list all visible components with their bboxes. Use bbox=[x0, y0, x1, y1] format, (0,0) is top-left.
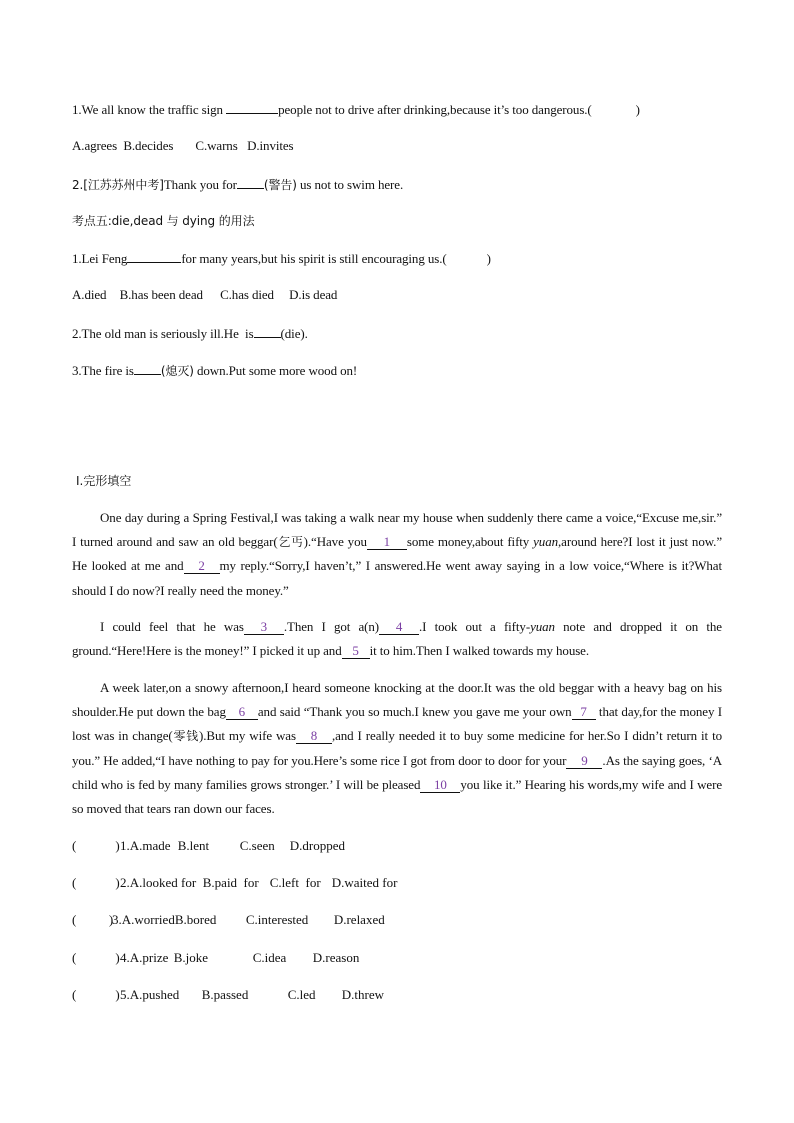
answer-paren: ( ) bbox=[72, 987, 120, 1002]
cloze-option-row-5 bbox=[72, 987, 722, 1003]
question-text: 1.We all know the traffic sign bbox=[72, 102, 223, 117]
question-die-1-options bbox=[72, 287, 722, 303]
option-a: A.died bbox=[72, 287, 107, 302]
options-text: A.agrees B.decides C.warns D.invites bbox=[72, 138, 294, 153]
option-b: B.lent bbox=[177, 838, 210, 853]
option-number: 3. bbox=[112, 912, 122, 927]
cloze-blank-2: 2 bbox=[184, 559, 220, 574]
answer-blank bbox=[254, 325, 281, 338]
answer-blank bbox=[226, 101, 278, 114]
answer-paren: ( ) bbox=[72, 950, 120, 965]
cloze-blank-5: 5 bbox=[342, 644, 370, 659]
option-a: A.pushed bbox=[129, 987, 180, 1002]
answer-paren: ( ) bbox=[72, 912, 114, 927]
option-a: A.prize bbox=[129, 950, 169, 965]
option-b: B.bored bbox=[174, 912, 217, 927]
point5-heading bbox=[72, 213, 722, 229]
cloze-option-row-3 bbox=[72, 912, 722, 928]
answer-blank bbox=[127, 250, 181, 263]
question-text: 1.Lei Feng bbox=[72, 251, 128, 266]
option-number: 1. bbox=[120, 838, 130, 853]
cloze-option-row-1 bbox=[72, 838, 722, 854]
question-warn-1-options bbox=[72, 138, 722, 154]
paren-close: ) bbox=[486, 251, 491, 266]
cloze-title: Ⅰ.完形填空 bbox=[76, 474, 132, 488]
question-text: down.Put some more wood on! bbox=[193, 363, 358, 378]
question-text: 3.The fire is bbox=[72, 363, 134, 378]
answer-blank bbox=[237, 176, 264, 189]
option-b: B.joke bbox=[173, 950, 209, 965]
answer-paren: ( ) bbox=[72, 838, 120, 853]
answer-paren: ( ) bbox=[72, 875, 120, 890]
option-d: D.reason bbox=[312, 950, 360, 965]
option-c: C.idea bbox=[252, 950, 287, 965]
question-die-1 bbox=[72, 250, 722, 267]
option-number: 5. bbox=[120, 987, 130, 1002]
option-a: A.looked for bbox=[129, 875, 197, 890]
option-d: D.threw bbox=[341, 987, 384, 1002]
question-text: for many years,but his spirit is still encouraging us.( bbox=[181, 251, 447, 266]
question-warn-1 bbox=[72, 101, 722, 118]
option-a: A.made bbox=[129, 838, 171, 853]
hint-text: (熄灭) bbox=[160, 364, 194, 378]
cloze-blank-9: 9 bbox=[566, 754, 602, 769]
option-d: D.is dead bbox=[289, 287, 338, 302]
hint-text: (警告) bbox=[263, 178, 297, 192]
cloze-paragraph-3: A week later,on a snowy afternoon,I heard someone knocking at the door.It was the old beggar with a heavy bag on his shoulder.He put down the bag 6 and said “Thank you so much.I knew you gave me your own 7 that day,for the money I lost was in change(零钱).But my wife was 8 ,and I really needed it to buy some medicine for her.So I didn’t return it to you.” He added,“I have nothing to pay for you.Here’s some rice I got from door to door for your 9 .As the saying goes, ‘A child who is fed by many families grows stronger.’ I will be pleased 10 you like it.” Hearing his words,my wife and I were so moved that tears ran down our faces. bbox=[72, 680, 723, 817]
cloze-option-row-4 bbox=[72, 950, 722, 966]
question-text: (die). bbox=[280, 326, 308, 341]
answer-blank bbox=[134, 362, 161, 375]
cloze-blank-8: 8 bbox=[296, 729, 332, 744]
option-c: C.has died bbox=[220, 287, 274, 302]
question-die-3 bbox=[72, 362, 722, 379]
option-b: B.passed bbox=[201, 987, 249, 1002]
question-text: people not to drive after drinking,because it’s too dangerous.( bbox=[278, 102, 592, 117]
paren-close: ) bbox=[635, 102, 640, 117]
heading-text: 考点五:die,dead 与 dying 的用法 bbox=[72, 214, 255, 228]
cloze-option-row-2 bbox=[72, 875, 722, 891]
cloze-blank-6: 6 bbox=[226, 705, 258, 720]
question-text: us not to swim here. bbox=[296, 177, 404, 192]
cloze-blank-4: 4 bbox=[379, 620, 419, 635]
cloze-blank-7: 7 bbox=[572, 705, 596, 720]
option-c: C.seen bbox=[239, 838, 275, 853]
option-c: C.led bbox=[287, 987, 316, 1002]
question-die-2 bbox=[72, 325, 722, 342]
option-d: D.dropped bbox=[289, 838, 345, 853]
cloze-paragraph-2: I could feel that he was 3 .Then I got a(n) 4 .I took out a fifty-yuan note and dropped it on the ground.“Here!Here is the money!” I picked it up and 5 it to him.Then I walked towards my house. bbox=[72, 619, 722, 659]
option-d: D.relaxed bbox=[333, 912, 385, 927]
option-b: B.paid for bbox=[202, 875, 259, 890]
option-number: 2. bbox=[120, 875, 130, 890]
option-c: C.left for bbox=[269, 875, 321, 890]
option-b: B.has been dead bbox=[119, 287, 203, 302]
option-a: A.worried bbox=[121, 912, 175, 927]
question-text: 2.The old man is seriously ill.He is bbox=[72, 326, 254, 341]
source-tag: 2.[江苏苏州中考] bbox=[72, 178, 164, 192]
question-text: Thank you for bbox=[163, 177, 237, 192]
cloze-blank-10: 10 bbox=[420, 778, 460, 793]
option-number: 4. bbox=[120, 950, 130, 965]
cloze-blank-1: 1 bbox=[367, 535, 407, 550]
option-d: D.waited for bbox=[331, 875, 398, 890]
cloze-paragraph-1: One day during a Spring Festival,I was taking a walk near my house when suddenly there came a voice,“Excuse me,sir.” I turned around and saw an old beggar(乞丐).“Have you 1 some money,about fifty yuan,around here?I lost it just now.” He looked at me and 2 my reply.“Sorry,I haven’t,” I answered.He went away saying in a low voice,“Where is it?What should I do now?I really need the money.” bbox=[72, 510, 722, 598]
option-c: C.interested bbox=[245, 912, 309, 927]
cloze-blank-3: 3 bbox=[244, 620, 284, 635]
question-warn-2 bbox=[72, 176, 722, 193]
